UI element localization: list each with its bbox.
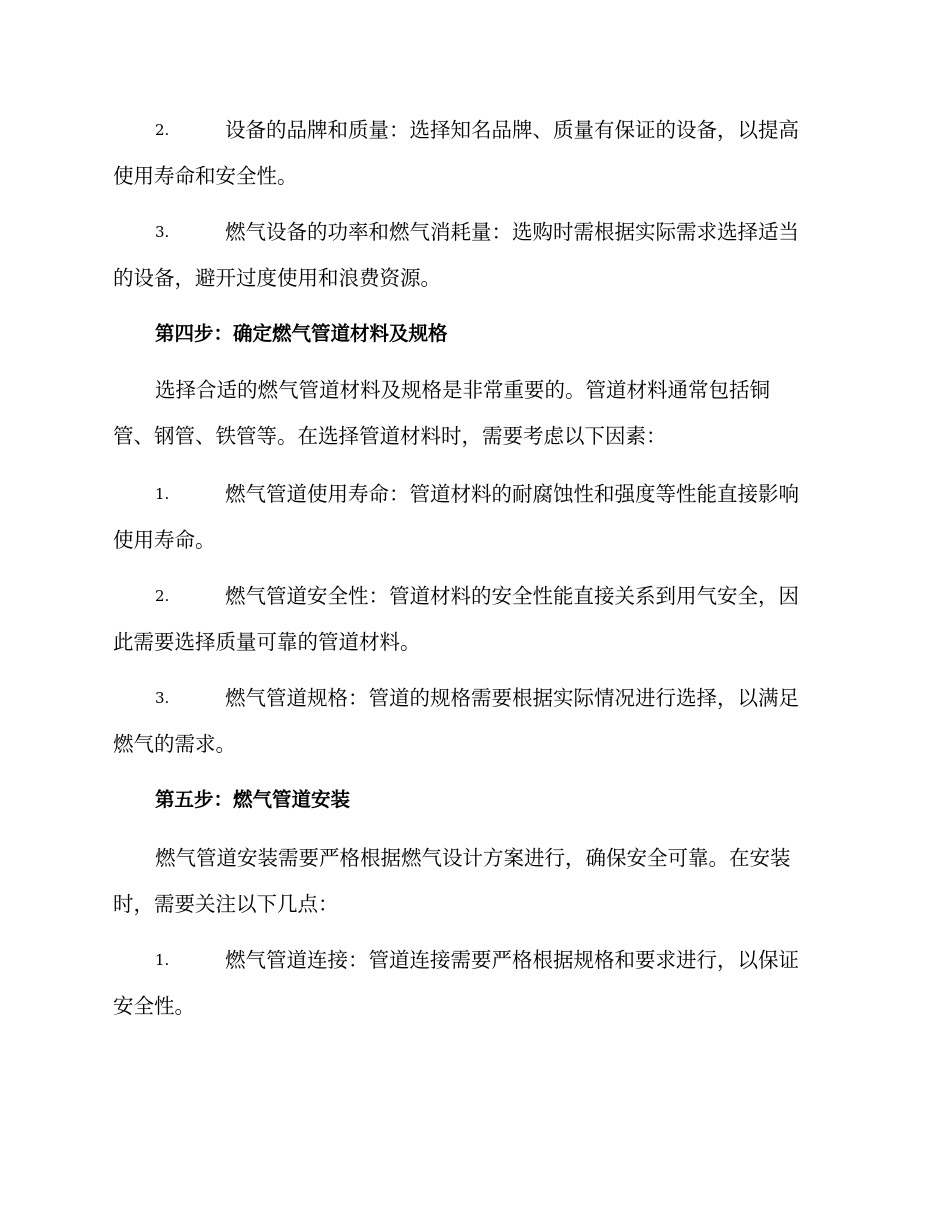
paragraph [113,367,833,459]
list-text: 燃气设备的功率和燃气消耗量：选购时需根据实际需求选择适当 [225,220,799,244]
list-number: 2. [155,121,170,139]
list-item [113,573,833,665]
list-item [113,675,833,767]
list-text-continued: 燃气的需求。 [113,732,236,756]
list-item [113,107,833,199]
list-text-continued: 的设备，避开过度使用和浪费资源。 [113,266,441,290]
list-text-continued: 使用寿命。 [113,528,216,552]
list-number: 3. [155,223,170,241]
list-text-continued: 此需要选择质量可靠的管道材料。 [113,630,421,654]
section-heading [113,311,833,357]
section-heading-text: 第五步：燃气管道安装 [155,788,351,811]
paragraph-text: 选择合适的燃气管道材料及规格是非常重要的。管道材料通常包括铜 [155,378,770,402]
list-text: 设备的品牌和质量：选择知名品牌、质量有保证的设备，以提高 [225,118,799,142]
list-text-continued: 安全性。 [113,994,195,1018]
section-heading [113,777,833,823]
list-item [113,937,833,1029]
paragraph-text: 燃气管道安装需要严格根据燃气设计方案进行，确保安全可靠。在安装 [155,846,791,870]
list-text: 燃气管道使用寿命：管道材料的耐腐蚀性和强度等性能直接影响 [225,482,799,506]
list-text: 燃气管道规格：管道的规格需要根据实际情况进行选择，以满足 [225,686,799,710]
list-text: 燃气管道安全性：管道材料的安全性能直接关系到用气安全，因 [225,584,799,608]
list-item [113,209,833,301]
list-number: 2. [155,587,170,605]
paragraph [113,835,833,927]
paragraph-text-continued: 管、钢管、铁管等。在选择管道材料时，需要考虑以下因素： [113,424,667,448]
list-item [113,471,833,563]
paragraph-text-continued: 时，需要关注以下几点： [113,892,339,916]
list-text-continued: 使用寿命和安全性。 [113,164,298,188]
list-text: 燃气管道连接：管道连接需要严格根据规格和要求进行，以保证 [225,948,799,972]
list-number: 3. [155,689,170,707]
section-heading-text: 第四步：确定燃气管道材料及规格 [155,322,448,345]
list-number: 1. [155,485,170,503]
list-number: 1. [155,951,170,969]
